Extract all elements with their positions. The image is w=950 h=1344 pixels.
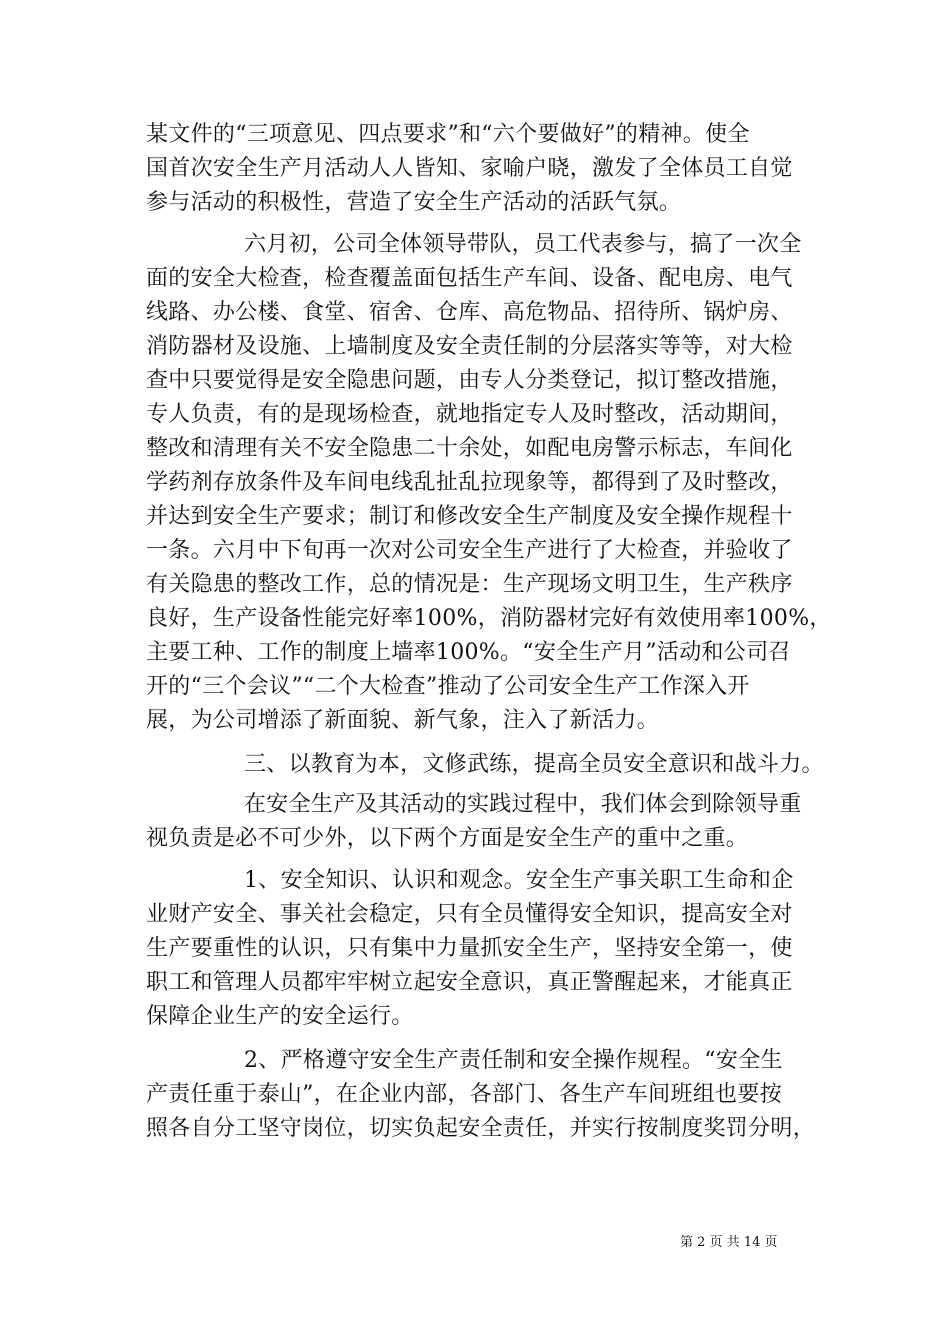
text-line: 视负责是必不可少外，以下两个方面是安全生产的重中之重。 bbox=[146, 826, 749, 851]
text-line: 并达到安全生产要求；制订和修改安全生产制度及安全操作规程十 bbox=[146, 504, 793, 529]
text-line: 良好，生产设备性能完好率100%，消防器材完好有效使用率100%， bbox=[146, 606, 832, 631]
text-line: 六月初，公司全体领导带队，员工代表参与，搞了一次全 bbox=[244, 232, 802, 257]
text-line: 参与活动的积极性，营造了安全生产活动的活跃气氛。 bbox=[146, 190, 682, 215]
text-line: 照各自分工坚守岗位，切实负起安全责任，并实行按制度奖罚分明， bbox=[146, 1116, 816, 1141]
text-line: 展，为公司增添了新面貌、新气象，注入了新活力。 bbox=[146, 708, 659, 733]
text-line: 学药剂存放条件及车间电线乱扯乱拉现象等，都得到了及时整改， bbox=[146, 470, 793, 495]
text-line: 生产要重性的认识，只有集中力量抓安全生产，坚持安全第一，使 bbox=[146, 936, 793, 961]
text-line: 某文件的“三项意见、四点要求”和“六个要做好”的精神。使全 bbox=[146, 122, 750, 147]
text-line: 产责任重于泰山”，在企业内部，各部门、各生产车间班组也要按 bbox=[146, 1082, 782, 1107]
text-line: 整改和清理有关不安全隐患二十余处，如配电房警示标志，车间化 bbox=[146, 436, 793, 461]
text-line: 消防器材及设施、上墙制度及安全责任制的分层落实等等，对大检 bbox=[146, 334, 793, 359]
page-number: 第 2 页 共 14 页 bbox=[680, 1235, 778, 1250]
text-line: 专人负责，有的是现场检查，就地指定专人及时整改，活动期间， bbox=[146, 402, 793, 427]
text-line: 查中只要觉得是安全隐患问题，由专人分类登记，拟订整改措施， bbox=[146, 368, 793, 393]
section-heading: 三、以教育为本，文修武练，提高全员安全意识和战斗力。 bbox=[244, 752, 824, 777]
text-line: 1、安全知识、认识和观念。安全生产事关职工生命和企 bbox=[244, 868, 794, 893]
text-line: 国首次安全生产月活动人人皆知、家喻户晓，激发了全体员工自觉 bbox=[146, 156, 793, 181]
text-line: 保障企业生产的安全运行。 bbox=[146, 1004, 414, 1029]
text-line: 开的“三个会议”“二个大检查”推动了公司安全生产工作深入开 bbox=[146, 674, 750, 699]
text-line: 职工和管理人员都牢牢树立起安全意识，真正警醒起来，才能真正 bbox=[146, 970, 793, 995]
text-line: 线路、办公楼、食堂、宿舍、仓库、高危物品、招待所、锅炉房、 bbox=[146, 300, 793, 325]
text-line: 有关隐患的整改工作，总的情况是：生产现场文明卫生，生产秩序 bbox=[146, 572, 793, 597]
text-line: 一条。六月中下旬再一次对公司安全生产进行了大检查，并验收了 bbox=[146, 538, 793, 563]
text-line: 主要工种、工作的制度上墙率100%。“安全生产月”活动和公司召 bbox=[146, 640, 791, 665]
text-line: 2、严格遵守安全生产责任制和安全操作规程。“安全生 bbox=[244, 1048, 783, 1073]
text-line: 在安全生产及其活动的实践过程中，我们体会到除领导重 bbox=[244, 792, 802, 817]
text-line: 面的安全大检查，检查覆盖面包括生产车间、设备、配电房、电气 bbox=[146, 266, 793, 291]
text-line: 业财产安全、事关社会稳定，只有全员懂得安全知识，提高安全对 bbox=[146, 902, 793, 927]
